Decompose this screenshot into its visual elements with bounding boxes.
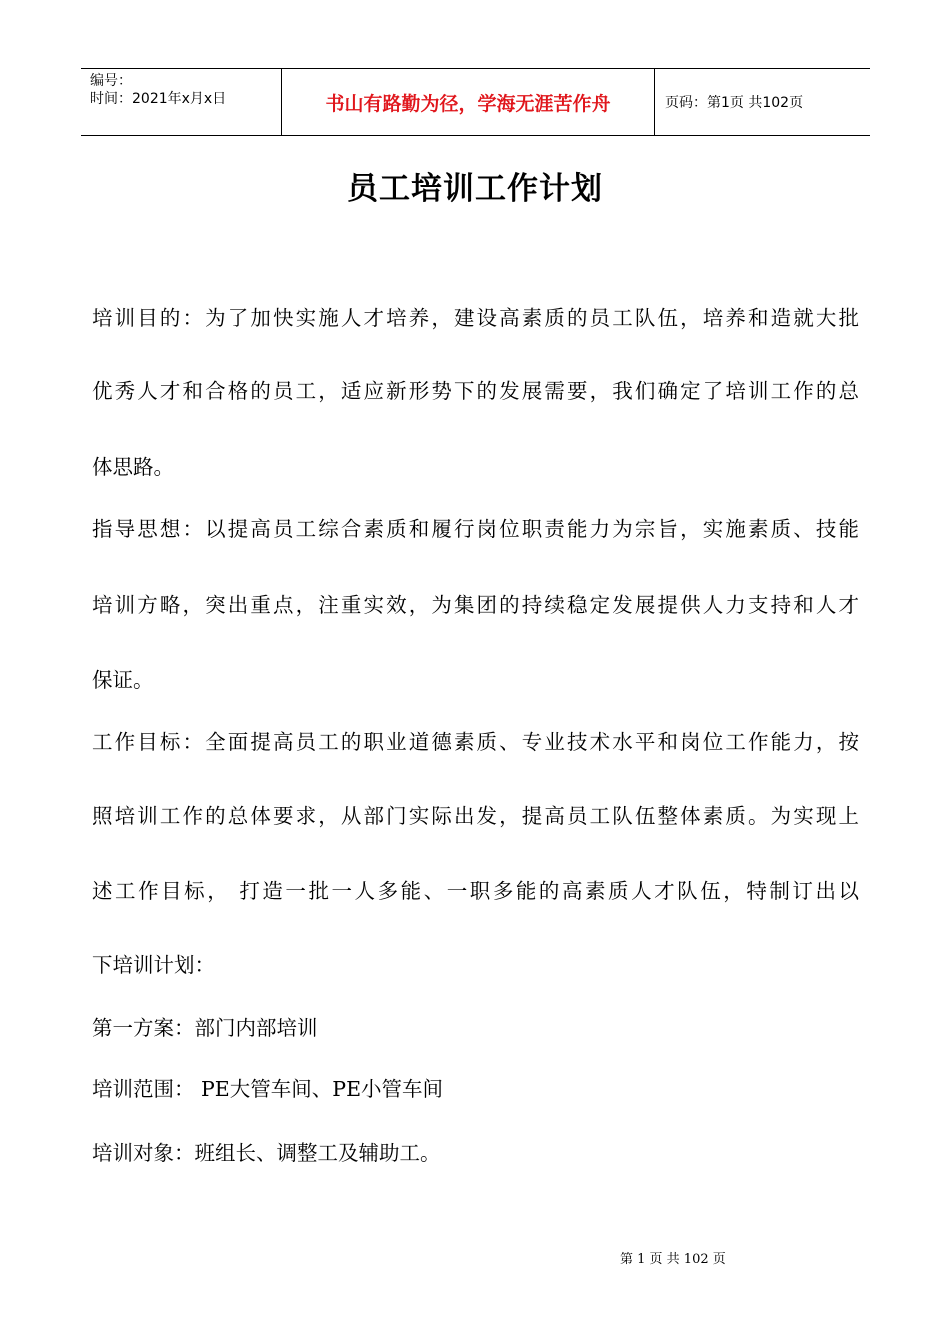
- body-line: 培训范围： PE大管车间、PE小管车间: [92, 1077, 444, 1101]
- body-line: 培训方略，突出重点，注重实效，为集团的持续稳定发展提供人力支持和人才: [92, 593, 859, 617]
- header-page-info: 页码：第1页 共102页: [665, 95, 804, 111]
- body-line: 优秀人才和合格的员工，适应新形势下的发展需要，我们确定了培训工作的总: [92, 379, 859, 403]
- page-footer: 第 1 页 共 102 页: [620, 1252, 726, 1267]
- body-line: 指导思想：以提高员工综合素质和履行岗位职责能力为宗旨，实施素质、技能: [92, 517, 859, 541]
- header-motto: 书山有路勤为径，学海无涯苦作舟: [282, 69, 655, 135]
- body-line: 培训目的：为了加快实施人才培养，建设高素质的员工队伍，培养和造就大批: [92, 306, 859, 330]
- header-left-cell: [81, 69, 282, 135]
- body-line: 述工作目标， 打造一批一人多能、一职多能的高素质人才队伍，特制订出以: [92, 879, 859, 903]
- page-title: 员工培训工作计划: [347, 171, 603, 207]
- body-line: 第一方案：部门内部培训: [92, 1016, 318, 1040]
- body-line: 下培训计划：: [92, 953, 215, 977]
- document-date-label: 时间：2021年x月x日: [90, 91, 227, 107]
- body-line: 体思路。: [92, 455, 174, 479]
- body-line: 照培训工作的总体要求，从部门实际出发，提高员工队伍整体素质。为实现上: [92, 804, 859, 828]
- body-line: 工作目标：全面提高员工的职业道德素质、专业技术水平和岗位工作能力，按: [92, 730, 859, 754]
- document-number-label: 编号：: [90, 73, 132, 89]
- body-line: 培训对象：班组长、调整工及辅助工。: [92, 1141, 441, 1165]
- header-table: [81, 68, 870, 136]
- body-line: 保证。: [92, 668, 154, 692]
